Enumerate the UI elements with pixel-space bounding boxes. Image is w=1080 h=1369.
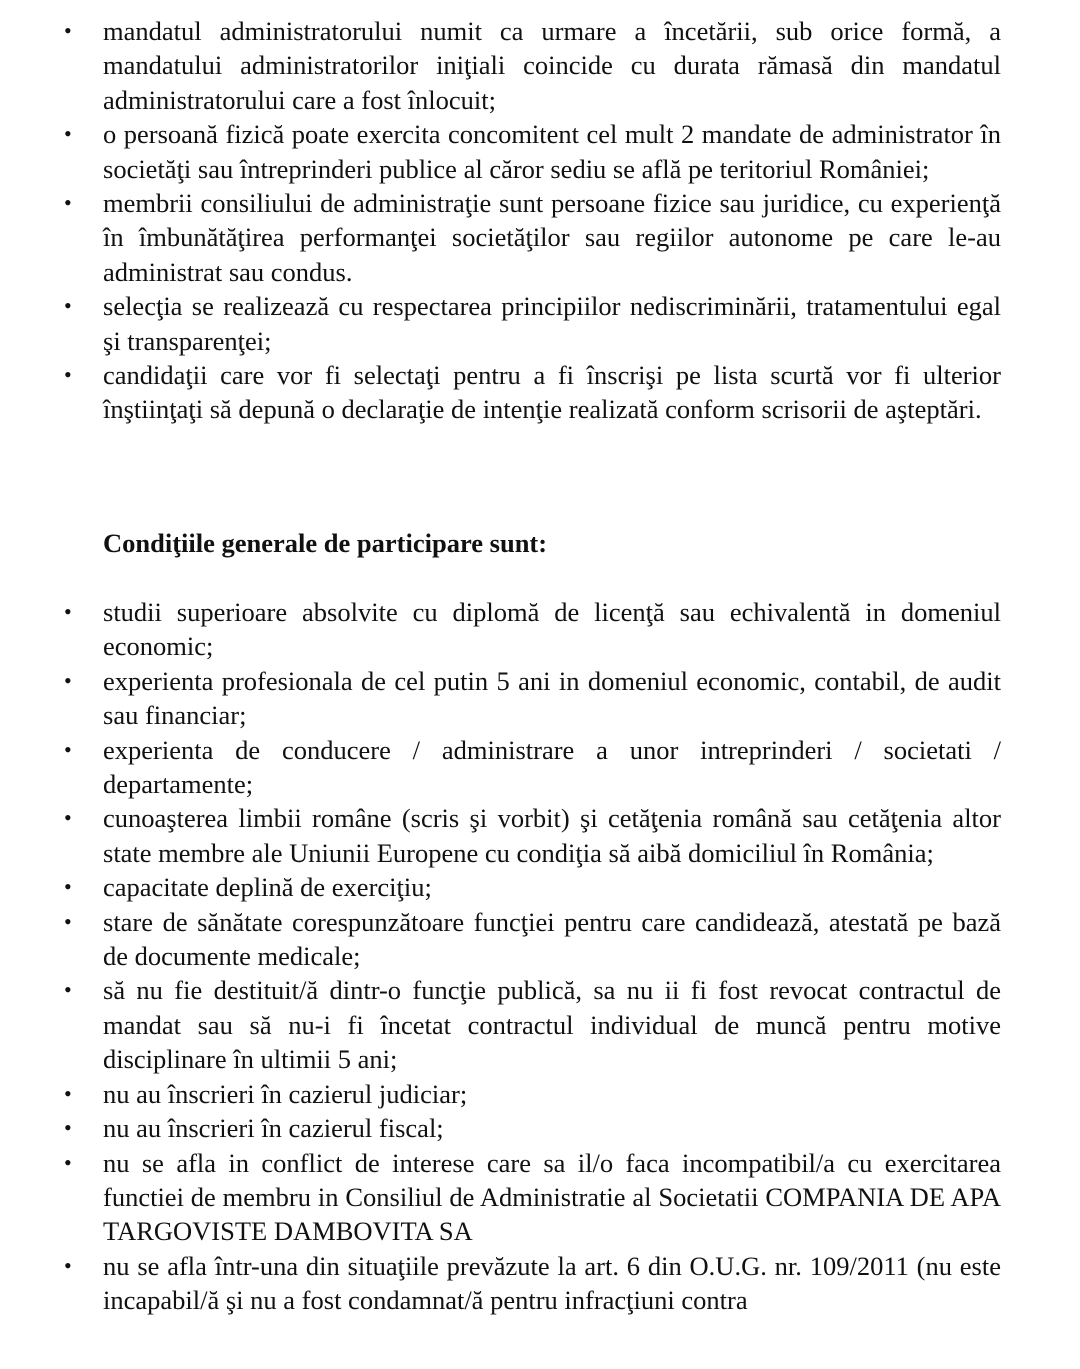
bullet-icon: •: [64, 121, 72, 147]
list-item-text: o persoană fizică poate exercita concomitent cel mult 2 mandate de administrator în societăţi sau întreprinderi publice al căror sediu se află pe teritoriul României;: [103, 119, 1001, 184]
list-item: [0, 733, 1001, 802]
bullet-icon: •: [64, 874, 72, 900]
list-item: [0, 905, 1001, 974]
bullet-icon: •: [64, 736, 72, 762]
list-item-text: selecţia se realizează cu respectarea principiilor nediscriminării, tratamentului egal şi transparenţei;: [103, 291, 1001, 356]
list-item: [0, 870, 1001, 904]
list-item: [0, 186, 1001, 289]
conditions-bullet-list: [0, 595, 1080, 1318]
list-item: [0, 289, 1001, 358]
list-item-text: experienta de conducere / administrare a unor intreprinderi / societati / departamente;: [103, 734, 1001, 800]
list-item-text: nu au înscrieri în cazierul fiscal;: [103, 1113, 444, 1144]
bullet-icon: •: [64, 1080, 72, 1106]
list-item-text: experienta profesionala de cel putin 5 ani in domeniul economic, contabil, de audit sau financiar;: [103, 665, 1001, 731]
list-item: [0, 1111, 1001, 1145]
bullet-icon: •: [64, 908, 72, 934]
bullet-icon: •: [64, 977, 72, 1003]
list-item: [0, 664, 1001, 733]
list-item-text: studii superioare absolvite cu diplomă de licenţă sau echivalentă in domeniul economic;: [103, 597, 1001, 662]
bullet-icon: •: [64, 293, 72, 319]
list-item: [0, 1146, 1001, 1249]
bullet-icon: •: [64, 1252, 72, 1278]
list-item: [0, 801, 1001, 870]
list-item-text: nu au înscrieri în cazierul judiciar;: [103, 1078, 468, 1109]
list-item-text: nu se afla într-una din situaţiile prevăzute la art. 6 din O.U.G. nr. 109/2011 (nu este incapabil/ă şi nu a fost condamnat/ă pentru infracţiuni contra: [103, 1250, 1001, 1316]
bullet-icon: •: [64, 190, 72, 216]
list-item-text: membrii consiliului de administraţie sunt persoane fizice sau juridice, cu experienţă în îmbunătăţirea performanţei societăţilor sau regiilor autonome pe care le-au administrat sau condus.: [103, 188, 1001, 287]
list-item-text: capacitate deplină de exerciţiu;: [103, 872, 432, 903]
section-heading: Condiţiile generale de participare sunt:: [103, 528, 548, 558]
top-bullet-list: [0, 14, 1080, 427]
list-item: [0, 1077, 1001, 1111]
bullet-icon: •: [64, 362, 72, 388]
list-item-text: mandatul administratorului numit ca urmare a încetării, sub orice formă, a mandatului administratorilor iniţiali coincide cu durata rămasă din mandatul administratorului care a fost înlocuit;: [103, 16, 1001, 115]
bullet-icon: •: [64, 1115, 72, 1141]
list-item: [0, 117, 1001, 186]
list-item: [0, 973, 1001, 1076]
list-item-text: cunoaşterea limbii române (scris şi vorbit) şi cetăţenia română sau cetăţenia altor state membre ale Uniunii Europene cu condiţia să aibă domiciliul în România;: [103, 803, 1001, 868]
list-item: [0, 14, 1001, 117]
bullet-icon: •: [64, 18, 72, 43]
list-item-text: nu se afla in conflict de interese care sa il/o faca incompatibil/a cu exercitarea functiei de membru in Consiliul de Administratie al Societatii COMPANIA DE APA TARGOVISTE DAMBOVITA SA: [103, 1147, 1001, 1247]
bullet-icon: •: [64, 805, 72, 831]
bullet-icon: •: [64, 667, 72, 693]
list-item-text: candidaţii care vor fi selectaţi pentru a fi înscrişi pe lista scurtă vor fi ulterior înştiinţaţi să depună o declaraţie de intenţie realizată conform scrisorii de aşteptări.: [103, 360, 1001, 425]
list-item: [0, 595, 1001, 664]
list-item: [0, 358, 1001, 427]
bullet-icon: •: [64, 599, 72, 624]
top-bullet-list-container: [0, 14, 1080, 427]
conditions-list-container: [0, 595, 1080, 1318]
list-item: [0, 1249, 1001, 1318]
list-item-text: stare de sănătate corespunzătoare funcţiei pentru care candidează, atestată pe bază de documente medicale;: [103, 906, 1001, 972]
list-item-text: să nu fie destituit/ă dintr-o funcţie publică, sa nu ii fi fost revocat contractul de mandat sau să nu-i fi încetat contractul individual de muncă pentru motive disciplinare în ultimii 5 ani;: [103, 975, 1001, 1075]
bullet-icon: •: [64, 1149, 72, 1175]
